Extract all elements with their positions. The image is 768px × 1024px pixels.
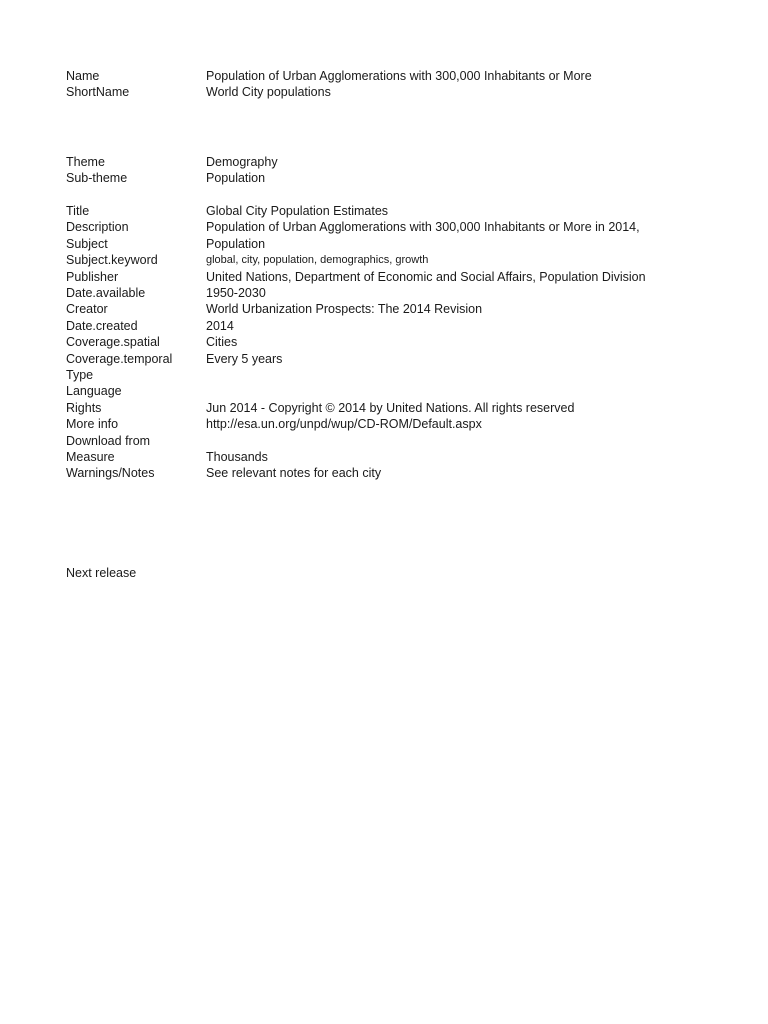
field-value: Global City Population Estimates (206, 204, 389, 218)
row-subject (66, 236, 706, 252)
row-coverage-temporal (66, 351, 706, 367)
field-label: More info (66, 417, 119, 432)
more-info-link[interactable]: http://esa.un.org/unpd/wup/CD-ROM/Default.aspx (206, 417, 482, 432)
row-creator (66, 301, 706, 317)
row-date-created (66, 318, 706, 334)
field-value: Demography (206, 154, 278, 169)
field-value: 2014 (206, 318, 234, 333)
field-value: Every 5 years (206, 351, 283, 366)
field-value: World City populations (206, 85, 331, 100)
field-value: Population of Urban Agglomerations with 300,000 Inhabitants or More in 2014, (206, 220, 640, 235)
row-theme (66, 154, 706, 170)
row-more-info (66, 416, 706, 432)
field-label: Next release (66, 566, 137, 580)
row-language (66, 383, 706, 399)
row-publisher (66, 269, 706, 285)
field-value: Thousands (206, 450, 268, 464)
row-description (66, 219, 706, 235)
row-title (66, 203, 706, 219)
row-date-available (66, 285, 706, 301)
field-label: Measure (66, 450, 115, 464)
field-label: Coverage.spatial (66, 335, 160, 350)
field-label: Sub-theme (66, 171, 128, 185)
field-label: Subject.keyword (66, 253, 158, 268)
field-value: Population (206, 236, 266, 251)
field-label: Download from (66, 433, 151, 448)
row-shortname (66, 84, 706, 100)
field-label: Title (66, 204, 90, 218)
row-measure (66, 449, 706, 465)
row-coverage-spatial (66, 334, 706, 350)
field-label: Coverage.temporal (66, 351, 173, 366)
field-value: World Urbanization Prospects: The 2014 Revision (206, 302, 483, 317)
field-label: Language (66, 384, 122, 399)
field-label: Creator (66, 302, 108, 317)
field-value: Population of Urban Agglomerations with 300,000 Inhabitants or More (206, 69, 592, 83)
field-value: See relevant notes for each city (206, 466, 382, 481)
field-label: Type (66, 368, 94, 382)
row-rights (66, 400, 706, 416)
row-sub-theme (66, 170, 706, 186)
field-label: Name (66, 69, 100, 83)
field-label: Subject (66, 236, 108, 251)
row-download-from (66, 433, 706, 449)
field-value: Population (206, 171, 266, 185)
row-name (66, 68, 706, 84)
field-value: Jun 2014 - Copyright © 2014 by United Nations. All rights reserved (206, 400, 575, 415)
field-label: Rights (66, 400, 102, 415)
field-value: global, city, population, demographics, growth (206, 254, 429, 267)
field-label: Theme (66, 154, 105, 169)
field-label: Date.available (66, 286, 146, 300)
field-label: Publisher (66, 269, 119, 284)
field-value: 1950-2030 (206, 286, 266, 300)
field-label: Date.created (66, 318, 138, 333)
row-next-release (66, 565, 706, 581)
field-label: Warnings/Notes (66, 466, 155, 481)
field-label: ShortName (66, 85, 130, 100)
field-label: Description (66, 220, 129, 235)
field-value: United Nations, Department of Economic and Social Affairs, Population Division (206, 269, 646, 284)
row-type (66, 367, 706, 383)
row-subject-keyword (66, 252, 706, 268)
row-warnings-notes (66, 465, 706, 481)
field-value: Cities (206, 335, 238, 350)
